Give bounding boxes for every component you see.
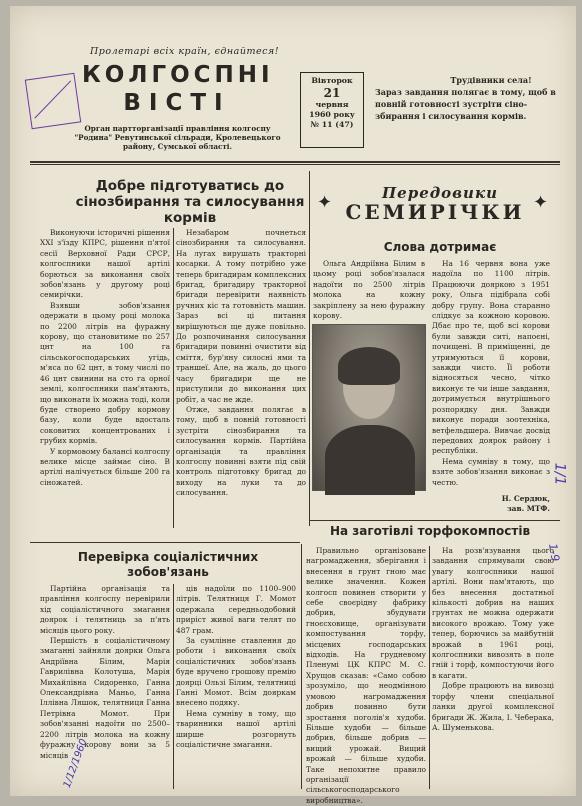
- leaders-article-title: Слова дотримає: [383, 240, 497, 254]
- paragraph: Взявши зобов'язання одержати в цьому році молока по 2200 літрів на фуражну корову, що становитиме по 257 цнт на 100 га сільськогосподарських угідь, м'яса по 62 цнт, в тому числі по 46 цнт свинини на сто га орної землі, колгоспники пам'ятають, що виконати їх можна тоді, коли буде створено добру кормову базу, коли буде вдосталь соковитих концентрованих і грубих кормів.: [40, 300, 170, 446]
- masthead-line-1: КОЛГОСПНІ: [82, 62, 274, 88]
- paragraph: Правильно організоване нагромадження, зберігання і внесення в грунт гною має велике значення. Кожен колгосп повинен створити у себе своєрідну фабрику добрив, збудувати гноєсховище, організувати компостування торфу, місцевих господарських відходів. На грудневому Пленумі ЦК КПРС М. С. Хрущов сказав: «Само собою зрозуміло, що неодмінною умовою нагромадження добрив повинно бути зростання поголів'я худоби. Більше худоби — більше добрив, більше добрив — вищий урожай. Вищий врожай — більше худоби. Таке непохитне правило організації сільськогосподарського виробництва».: [306, 546, 426, 805]
- column-divider: [173, 584, 174, 789]
- signature-name: Н. Сердюк,: [501, 494, 550, 503]
- lead-article-col-2: [176, 228, 306, 530]
- competition-article-col-1: [40, 584, 170, 789]
- lead-article-title: Добре підготуватись до сінозбирання та силосування кормів: [75, 178, 305, 226]
- handwritten-note: 1/12/1960: [61, 737, 90, 790]
- paragraph: Ольга Андріївна Білим в цьому році зобов'язалася надоїти по 2500 літрів молока на кожну закріплену за нею фуражну корову.: [313, 259, 425, 321]
- column-divider: [173, 228, 174, 528]
- figure-icon: ✦: [317, 192, 333, 213]
- handwritten-note: 1-9: [546, 542, 562, 563]
- motto: Пролетарі всіх країн, єднайтеся!: [90, 46, 280, 57]
- paragraph: Незабаром почнеться сінозбирання та силосування. На лугах вирушать тракторні косарки. А тому потрібно уже теперь бригадирам комплексних бригад, бригадиру тракторної бригади перевірити наявність ручних кіс та готовність машин. Зараз всі ці питання вирішуються ще дуже повільно. До розпочинання силосування бригадири повинні очистити від сміття, бур'яну силосні ями та траншеї. Але, на жаль, до цього часу бригадири ще не приступили до виконання цих робіт, а час не жде.: [176, 228, 306, 404]
- paragraph: Нема сумніву в тому, що тваринники нашої артілі ширше розгорнуть соціалістичне змагання.: [176, 708, 296, 750]
- competition-article-title: Перевірка соціалістичних зобов'язань: [77, 550, 259, 579]
- paragraph: На розв'язування цього завдання спрямували свою увагу колгоспники нашої артілі. Вони пам'ятають, що без внесення достатньої кількості добрив на наших грунтах не можна одержати високого врожаю. Тому уже тепер, борючись за майбутній врожай в 1961 році, колгоспники вивозять в поле гній і торф, компостуючи його в кагати.: [432, 546, 554, 680]
- paragraph: У кормовому балансі колгоспу велике місце займає сіно. В артілі налічується більше 200 га сіножатей.: [40, 446, 170, 487]
- date-weekday: Вівторок: [311, 76, 353, 85]
- section-rule: [310, 520, 560, 521]
- date-box: [300, 72, 364, 148]
- lead-article-col-1: [40, 228, 170, 530]
- paragraph: Отже, завдання полягає в тому, щоб в повній готовності зустріти сінозбирання та силосування кормів. Партійна організація та правління колгоспу повинні взяти під свій контроль підготовку бригад до виходу на луки та до силосування.: [176, 404, 306, 498]
- banner-top-text: Передовики: [382, 184, 498, 202]
- header-rule-thin: [30, 164, 560, 165]
- signature-role: зав. МТФ.: [506, 504, 550, 513]
- date-month: червня: [315, 100, 349, 109]
- paragraph: На 16 червня вона уже надоїла по 1100 літрів. Працюючи дояркою з 1951 року, Ольга підібрала собі добру групу. Вона старанно слідкує за кожною коровою. Дбає про те, щоб всі корови були завжди ситі, напоєні, почищені. В приміщенні, де утримуються її корови, завжди чисто. Її роботи відносяться чесно, чітко виконує те чи інше завдання, дотримується внутрішнього розпорядку дня. Завжди виконує поради зоотехніка, ветфельдшера. Вивчає досвід передових доярок району і республіки.: [432, 259, 550, 456]
- portrait-photo: [312, 324, 426, 491]
- archive-stamp: [25, 73, 81, 129]
- leaders-banner: [315, 184, 555, 228]
- banner-bottom-text: СЕМИРІЧКИ: [345, 200, 525, 224]
- column-divider: [301, 544, 302, 789]
- paragraph: Нема сумніву в тому, що взяте зобов'язання виконає з честю.: [432, 456, 550, 487]
- handwritten-note: 1/1: [551, 462, 568, 486]
- issue-number: № 11 (47): [310, 120, 354, 129]
- compost-article-col-1: [306, 546, 426, 805]
- masthead-subtitle: Орган партторганізації правління колгоспу "Родина" Ревутинської сільради, Кролевецького району, Сумської області.: [74, 124, 281, 151]
- newspaper-page: [10, 6, 576, 805]
- signature: [450, 494, 550, 514]
- paragraph: Партійна організація та правління колгоспу перевірили хід соціалістичного змагання доярок і телятниць за п'ять місяців цього року.: [40, 584, 170, 635]
- date-year: 1960 року: [309, 110, 355, 119]
- appeal-block: [375, 74, 567, 122]
- compost-article-col-2: [432, 546, 554, 789]
- paragraph: За сумлінне ставлення до роботи і виконання своїх соціалістичних зобов'язань буде вручено грошову премію доярці Ользі Білим, телятниці Ганні Момот. Всім дояркам внесено подяку.: [176, 636, 296, 708]
- section-rule: [30, 542, 300, 543]
- paragraph: Виконуючи історичні рішення XXI з'їзду КПРС, рішення п'ятої сесії Верховної Ради СРСР, колгоспники нашої артілі борються за виконання своїх зобов'язань у другому році семирічки.: [40, 228, 170, 300]
- competition-article-col-2: [176, 584, 296, 789]
- paragraph: ців надоїли по 1100–900 літрів. Телятниця Г. Момот одержала середньодобовий приріст живої ваги телят по 487 грам.: [176, 584, 296, 635]
- masthead-line-2: ВІСТІ: [123, 90, 231, 116]
- column-divider: [429, 546, 430, 789]
- leaders-article-col-right: [432, 259, 550, 487]
- figure-icon: ✦: [533, 192, 549, 213]
- compost-article-title: На заготівлі торфокомпостів: [329, 524, 531, 538]
- paragraph: Добре працюють на вивозці торфу члени спеціальної ланки другої комплексної бригади Ж. Жила, І. Чеберака, А. Шуменькова.: [432, 681, 554, 732]
- header-rule: [30, 161, 560, 163]
- appeal-heading: Трудівники села!: [450, 75, 532, 85]
- date-day: 21: [323, 86, 341, 100]
- appeal-text: Зараз завдання полягає в тому, щоб в повній готовності зустріти сіно-збирання і силосування кормів.: [375, 87, 556, 121]
- leaders-article-col-left: [313, 259, 425, 319]
- paragraph: Першість в соціалістичному змаганні зайняли доярки Ольга Андріївна Білим, Марія Гаврилівна Колотуша, Марія Михайлівна Сидоренко, Ганна Олександрівна Маньо, Ганна Іллівна Ляшок, телятниця Ганна Петрівна Момот. При зобов'язанні надоїти по 2500–2200 літрів молока на кожну фуражну корову вони за 5 місяців: [40, 636, 170, 760]
- column-divider: [309, 171, 310, 526]
